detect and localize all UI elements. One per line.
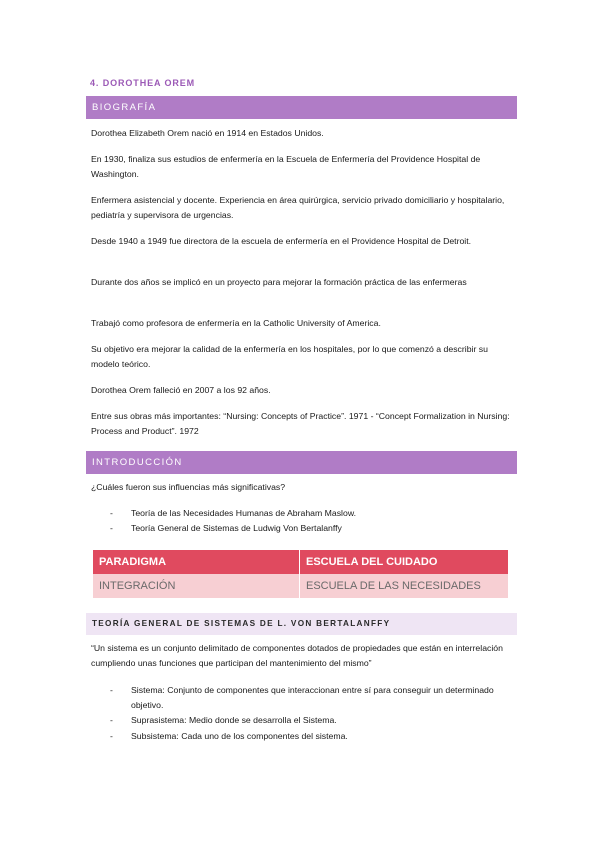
section-number: 4. DOROTHEA OREM [90,78,196,88]
table-cell: INTEGRACIÓN [93,574,300,598]
bio-paragraph: Dorothea Elizabeth Orem nació en 1914 en Estados Unidos. [91,128,324,138]
biografia-heading: BIOGRAFÍA [86,96,517,119]
system-quote: “Un sistema es un conjunto delimitado de componentes dotados de propiedades que están en interrelación cumpliendo unas funciones que participan del mantenimiento del mismo” [91,643,503,668]
bio-paragraph: Entre sus obras más importantes: “Nursing: Concepts of Practice”. 1971 - “Concept Formalization in Nursing: Process and Product”. 1972 [91,411,510,436]
influence-text: Teoría General de Sistemas de Ludwig Von Bertalanffy [131,523,342,533]
table-cell: ESCUELA DE LAS NECESIDADES [300,574,509,598]
influence-text: Teoría de las Necesidades Humanas de Abraham Maslow. [131,508,357,518]
bullet-dash: - [110,685,113,695]
table-header-cell: PARADIGMA [93,550,300,574]
table-header-row [93,550,508,574]
bullet-dash: - [110,731,113,741]
table-row [93,574,508,598]
table-header-cell: ESCUELA DEL CUIDADO [300,550,509,574]
bio-paragraph: Enfermera asistencial y docente. Experiencia en área quirúrgica, servicio privado domiciliario y hospitalario, pediatría y supervisora de urgencias. [91,195,505,220]
system-item-text: Sistema: Conjunto de componentes que interaccionan entre sí para conseguir un determinado objetivo. [131,685,494,710]
bio-paragraph: En 1930, finaliza sus estudios de enfermería en la Escuela de Enfermería del Providence Hospital de Washington. [91,154,481,179]
system-item-text: Subsistema: Cada uno de los componentes del sistema. [131,731,348,741]
bio-paragraph: Durante dos años se implicó en un proyecto para mejorar la formación práctica de las enfermeras [91,277,467,287]
bio-paragraph: Desde 1940 a 1949 fue directora de la escuela de enfermería en el Providence Hospital de Detroit. [91,236,472,246]
introduccion-heading: INTRODUCCIÓN [86,451,517,474]
paradigm-table [93,550,508,598]
influences-question: ¿Cuáles fueron sus influencias más significativas? [91,482,286,492]
bullet-dash: - [110,523,113,533]
bio-paragraph: Su objetivo era mejorar la calidad de la enfermería en los hospitales, por lo que comenzó a describir su modelo teórico. [91,344,488,369]
bio-paragraph: Dorothea Orem falleció en 2007 a los 92 años. [91,385,271,395]
bullet-dash: - [110,508,113,518]
bullet-dash: - [110,715,113,725]
bio-paragraph: Trabajó como profesora de enfermería en la Catholic University of America. [91,318,381,328]
teoria-heading: TEORÍA GENERAL DE SISTEMAS DE L. VON BERTALANFFY [86,613,517,635]
system-item-text: Suprasistema: Medio donde se desarrolla el Sistema. [131,715,337,725]
